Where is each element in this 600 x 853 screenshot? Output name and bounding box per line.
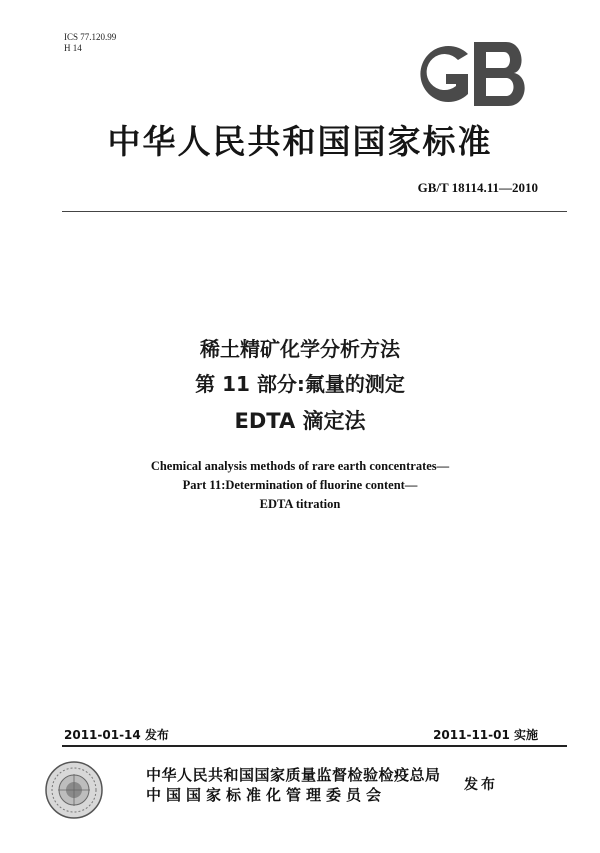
implementation-date: 2011-11-01 实施 [433,728,538,742]
issue-date: 2011-01-14 发布 [64,728,169,742]
standard-title: 中华人民共和国国家标准 [107,122,493,161]
publish-label: 发布 [464,777,498,793]
classification-codes [64,32,116,54]
title-cn-line2: 第 11 部分:氟量的测定 [195,372,405,396]
gb-logo-icon [408,38,536,110]
title-cn-line1: 稀土精矿化学分析方法 [200,337,400,361]
title-en-line1: Chemical analysis methods of rare earth concentrates— [150,459,450,473]
title-en-line3: EDTA titration [259,497,341,511]
ccs-code: H 14 [64,43,82,53]
title-en-line2: Part 11:Determination of fluorine content— [182,478,418,492]
top-divider [62,211,567,212]
ics-code: ICS 77.120.99 [64,32,117,42]
anti-counterfeit-seal-icon [44,760,104,820]
issuer-line1: 中华人民共和国国家质量监督检验检疫总局 [146,766,441,784]
standard-number: GB/T 18114.11—2010 [417,180,538,195]
issuer-line2: 中国国家标准化管理委员会 [146,786,387,804]
bottom-divider [62,745,567,747]
title-cn-line3: EDTA 滴定法 [234,409,366,433]
